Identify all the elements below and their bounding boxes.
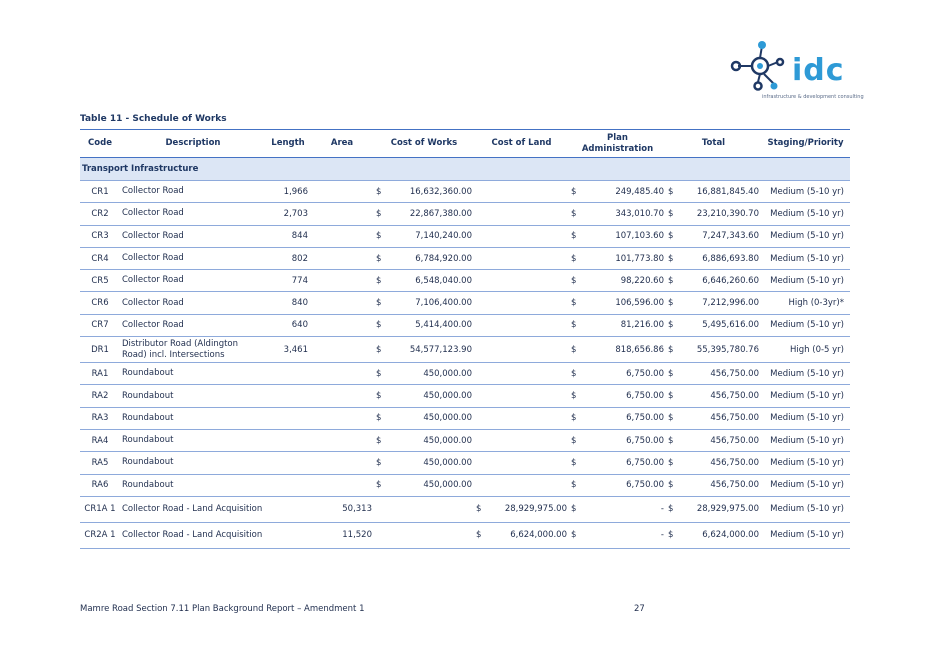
- row-length: [266, 385, 310, 407]
- amount-value: 6,750.00: [626, 413, 664, 424]
- row-length: [266, 429, 310, 451]
- currency-symbol: $: [376, 480, 382, 491]
- row-cost-of-works: [374, 292, 474, 314]
- amount-value: 101,773.80: [615, 253, 664, 264]
- row-area: 50,313: [310, 496, 374, 522]
- currency-symbol: $: [376, 457, 382, 468]
- currency-symbol: $: [668, 320, 674, 331]
- table-row: [80, 452, 850, 474]
- row-length: 640: [266, 314, 310, 336]
- amount-value: 6,750.00: [626, 457, 664, 468]
- currency-symbol: $: [571, 275, 577, 286]
- currency-symbol: $: [668, 186, 674, 197]
- row-length: 774: [266, 270, 310, 292]
- row-code: DR1: [80, 337, 120, 363]
- row-staging: Medium (5-10 yr): [761, 474, 850, 496]
- row-cost-of-works: [374, 247, 474, 269]
- row-plan-admin: [569, 429, 666, 451]
- amount-value: 450,000.00: [423, 368, 472, 379]
- currency-symbol: $: [668, 368, 674, 379]
- currency-symbol: $: [571, 530, 577, 541]
- row-staging: Medium (5-10 yr): [761, 363, 850, 385]
- row-plan-admin: [569, 247, 666, 269]
- section-label: Transport Infrastructure: [80, 158, 850, 181]
- currency-symbol: $: [571, 344, 577, 355]
- row-plan-admin: [569, 337, 666, 363]
- row-plan-admin: [569, 474, 666, 496]
- row-length: [266, 496, 310, 522]
- currency-symbol: $: [668, 208, 674, 219]
- row-total: [666, 363, 761, 385]
- row-cost-of-works: [374, 474, 474, 496]
- row-cost-of-works: [374, 337, 474, 363]
- row-cost-of-works: [374, 452, 474, 474]
- row-code: RA6: [80, 474, 120, 496]
- row-plan-admin: [569, 270, 666, 292]
- amount-value: 6,750.00: [626, 368, 664, 379]
- row-staging: Medium (5-10 yr): [761, 496, 850, 522]
- amount-value: 6,624,000.00: [510, 530, 567, 541]
- amount-value: 7,140,240.00: [415, 231, 472, 242]
- row-total: [666, 270, 761, 292]
- amount-value: 7,247,343.60: [702, 231, 759, 242]
- amount-value: 456,750.00: [710, 413, 759, 424]
- row-description: Collector Road: [120, 270, 266, 292]
- row-plan-admin: [569, 314, 666, 336]
- currency-symbol: $: [571, 504, 577, 515]
- row-total: [666, 496, 761, 522]
- footer-text: Mamre Road Section 7.11 Plan Background Report – Amendment 1: [80, 604, 365, 614]
- row-length: 840: [266, 292, 310, 314]
- amount-value: 7,106,400.00: [415, 298, 472, 309]
- row-total: [666, 407, 761, 429]
- row-staging: Medium (5-10 yr): [761, 270, 850, 292]
- row-code: CR7: [80, 314, 120, 336]
- header-plan-administration: [569, 130, 666, 158]
- row-cost-of-land: [474, 337, 569, 363]
- row-cost-of-land: [474, 181, 569, 203]
- row-staging: Medium (5-10 yr): [761, 314, 850, 336]
- currency-symbol: $: [571, 320, 577, 331]
- currency-symbol: $: [376, 344, 382, 355]
- currency-symbol: $: [376, 275, 382, 286]
- table-row: [80, 203, 850, 225]
- row-staging: Medium (5-10 yr): [761, 247, 850, 269]
- logo-tagline: infrastructure & development consulting: [762, 94, 864, 100]
- row-cost-of-works: [374, 496, 474, 522]
- amount-value: 5,414,400.00: [415, 320, 472, 331]
- currency-symbol: $: [571, 298, 577, 309]
- currency-symbol: $: [668, 298, 674, 309]
- currency-symbol: $: [376, 208, 382, 219]
- currency-symbol: $: [571, 413, 577, 424]
- row-total: [666, 337, 761, 363]
- row-cost-of-land: [474, 363, 569, 385]
- row-cost-of-works: [374, 429, 474, 451]
- row-cost-of-works: [374, 181, 474, 203]
- logo-brand: idc: [792, 53, 845, 88]
- row-description: Collector Road: [120, 203, 266, 225]
- row-code: CR4: [80, 247, 120, 269]
- row-code: CR1A 1: [80, 496, 120, 522]
- section-row: [80, 158, 850, 181]
- amount-value: 7,212,996.00: [702, 298, 759, 309]
- amount-value: 456,750.00: [710, 457, 759, 468]
- row-code: RA3: [80, 407, 120, 429]
- header-plan-line1: Plan: [607, 132, 628, 143]
- currency-symbol: $: [476, 530, 482, 541]
- table-row: [80, 337, 850, 363]
- table-row: [80, 247, 850, 269]
- row-plan-admin: [569, 496, 666, 522]
- table-row: [80, 522, 850, 548]
- currency-symbol: $: [668, 344, 674, 355]
- currency-symbol: $: [571, 231, 577, 242]
- row-cost-of-works: [374, 203, 474, 225]
- row-code: RA2: [80, 385, 120, 407]
- row-area: 11,520: [310, 522, 374, 548]
- row-staging: Medium (5-10 yr): [761, 181, 850, 203]
- row-plan-admin: [569, 225, 666, 247]
- row-total: [666, 181, 761, 203]
- currency-symbol: $: [376, 298, 382, 309]
- row-length: 2,703: [266, 203, 310, 225]
- amount-value: 450,000.00: [423, 391, 472, 402]
- amount-value: 456,750.00: [710, 435, 759, 446]
- header-staging: Staging/Priority: [761, 130, 850, 158]
- table-row: [80, 292, 850, 314]
- currency-symbol: $: [668, 530, 674, 541]
- currency-symbol: $: [376, 391, 382, 402]
- row-area: [310, 292, 374, 314]
- row-staging: High (0-5 yr): [761, 337, 850, 363]
- row-plan-admin: [569, 385, 666, 407]
- row-total: [666, 314, 761, 336]
- row-cost-of-land: [474, 292, 569, 314]
- row-area: [310, 474, 374, 496]
- currency-symbol: $: [668, 253, 674, 264]
- row-plan-admin: [569, 181, 666, 203]
- row-length: [266, 407, 310, 429]
- row-cost-of-works: [374, 270, 474, 292]
- row-cost-of-land: [474, 522, 569, 548]
- table-row: [80, 496, 850, 522]
- row-code: CR3: [80, 225, 120, 247]
- amount-value: 6,784,920.00: [415, 253, 472, 264]
- row-cost-of-land: [474, 496, 569, 522]
- row-staging: Medium (5-10 yr): [761, 203, 850, 225]
- currency-symbol: $: [376, 253, 382, 264]
- row-area: [310, 203, 374, 225]
- row-cost-of-land: [474, 270, 569, 292]
- table-row: [80, 181, 850, 203]
- row-staging: Medium (5-10 yr): [761, 407, 850, 429]
- row-staging: Medium (5-10 yr): [761, 429, 850, 451]
- row-length: 802: [266, 247, 310, 269]
- row-cost-of-land: [474, 247, 569, 269]
- amount-value: 450,000.00: [423, 480, 472, 491]
- amount-value: 450,000.00: [423, 413, 472, 424]
- row-code: CR2A 1: [80, 522, 120, 548]
- amount-value: 343,010.70: [615, 208, 664, 219]
- row-area: [310, 385, 374, 407]
- row-area: [310, 452, 374, 474]
- row-total: [666, 247, 761, 269]
- row-plan-admin: [569, 292, 666, 314]
- row-staging: Medium (5-10 yr): [761, 225, 850, 247]
- row-description: Roundabout: [120, 407, 266, 429]
- currency-symbol: $: [376, 368, 382, 379]
- table-row: [80, 407, 850, 429]
- currency-symbol: $: [571, 368, 577, 379]
- currency-symbol: $: [668, 231, 674, 242]
- row-cost-of-works: [374, 385, 474, 407]
- row-code: CR6: [80, 292, 120, 314]
- row-total: [666, 225, 761, 247]
- header-cost-of-land: Cost of Land: [474, 130, 569, 158]
- row-description: Collector Road: [120, 314, 266, 336]
- amount-value: 107,103.60: [615, 231, 664, 242]
- table-row: [80, 314, 850, 336]
- table-row: [80, 363, 850, 385]
- amount-value: 6,886,693.80: [702, 253, 759, 264]
- row-area: [310, 181, 374, 203]
- row-description: Roundabout: [120, 385, 266, 407]
- row-area: [310, 337, 374, 363]
- row-code: CR5: [80, 270, 120, 292]
- row-staging: Medium (5-10 yr): [761, 452, 850, 474]
- row-length: [266, 363, 310, 385]
- currency-symbol: $: [376, 435, 382, 446]
- row-staging: Medium (5-10 yr): [761, 522, 850, 548]
- currency-symbol: $: [668, 275, 674, 286]
- header-total: Total: [666, 130, 761, 158]
- amount-value: 249,485.40: [615, 186, 664, 197]
- currency-symbol: $: [571, 480, 577, 491]
- currency-symbol: $: [571, 208, 577, 219]
- row-plan-admin: [569, 452, 666, 474]
- currency-symbol: $: [668, 457, 674, 468]
- row-length: [266, 474, 310, 496]
- row-cost-of-works: [374, 363, 474, 385]
- page-number: 27: [634, 604, 645, 614]
- amount-value: 23,210,390.70: [696, 208, 759, 219]
- row-area: [310, 247, 374, 269]
- amount-value: 6,548,040.00: [415, 275, 472, 286]
- header-length: Length: [266, 130, 310, 158]
- row-cost-of-land: [474, 429, 569, 451]
- row-length: [266, 522, 310, 548]
- row-length: 3,461: [266, 337, 310, 363]
- currency-symbol: $: [668, 435, 674, 446]
- row-total: [666, 203, 761, 225]
- row-plan-admin: [569, 522, 666, 548]
- amount-value: 456,750.00: [710, 480, 759, 491]
- row-description: Collector Road: [120, 247, 266, 269]
- row-cost-of-land: [474, 474, 569, 496]
- header-code: Code: [80, 130, 120, 158]
- row-area: [310, 429, 374, 451]
- row-description: Collector Road: [120, 225, 266, 247]
- row-total: [666, 452, 761, 474]
- table-row: [80, 270, 850, 292]
- row-area: [310, 225, 374, 247]
- table-row: [80, 225, 850, 247]
- row-code: CR1: [80, 181, 120, 203]
- amount-value: 5,495,616.00: [702, 320, 759, 331]
- row-plan-admin: [569, 363, 666, 385]
- row-area: [310, 363, 374, 385]
- amount-value: 456,750.00: [710, 368, 759, 379]
- amount-value: 28,929,975.00: [696, 504, 759, 515]
- header-area: Area: [310, 130, 374, 158]
- row-area: [310, 270, 374, 292]
- table-row: [80, 385, 850, 407]
- row-total: [666, 292, 761, 314]
- amount-value: 106,596.00: [615, 298, 664, 309]
- row-description: Collector Road - Land Acquisition: [120, 496, 266, 522]
- row-description: Roundabout: [120, 474, 266, 496]
- amount-value: 6,750.00: [626, 391, 664, 402]
- currency-symbol: $: [571, 186, 577, 197]
- amount-value: 6,624,000.00: [702, 530, 759, 541]
- table-row: [80, 474, 850, 496]
- currency-symbol: $: [376, 186, 382, 197]
- row-length: [266, 452, 310, 474]
- row-code: CR2: [80, 203, 120, 225]
- table-header-row: [80, 130, 850, 158]
- amount-value: 22,867,380.00: [409, 208, 472, 219]
- row-cost-of-works: [374, 407, 474, 429]
- row-cost-of-land: [474, 203, 569, 225]
- row-description: Roundabout: [120, 429, 266, 451]
- row-cost-of-works: [374, 522, 474, 548]
- amount-value: -: [660, 504, 664, 515]
- row-cost-of-land: [474, 452, 569, 474]
- row-code: RA1: [80, 363, 120, 385]
- currency-symbol: $: [476, 504, 482, 515]
- currency-symbol: $: [668, 504, 674, 515]
- currency-symbol: $: [376, 231, 382, 242]
- row-cost-of-land: [474, 314, 569, 336]
- row-total: [666, 385, 761, 407]
- amount-value: 98,220.60: [620, 275, 664, 286]
- row-plan-admin: [569, 203, 666, 225]
- row-staging: High (0-3yr)*: [761, 292, 850, 314]
- row-plan-admin: [569, 407, 666, 429]
- row-description: Distributor Road (Aldington Road) incl. Intersections: [120, 337, 266, 363]
- row-total: [666, 429, 761, 451]
- currency-symbol: $: [668, 391, 674, 402]
- row-area: [310, 407, 374, 429]
- currency-symbol: $: [571, 253, 577, 264]
- row-description: Roundabout: [120, 363, 266, 385]
- row-length: 844: [266, 225, 310, 247]
- row-total: [666, 474, 761, 496]
- currency-symbol: $: [571, 457, 577, 468]
- row-length: 1,966: [266, 181, 310, 203]
- amount-value: 54,577,123.90: [409, 344, 472, 355]
- currency-symbol: $: [376, 320, 382, 331]
- row-code: RA5: [80, 452, 120, 474]
- amount-value: 6,750.00: [626, 435, 664, 446]
- currency-symbol: $: [668, 480, 674, 491]
- amount-value: 818,656.86: [615, 344, 664, 355]
- currency-symbol: $: [571, 435, 577, 446]
- row-staging: Medium (5-10 yr): [761, 385, 850, 407]
- amount-value: 6,750.00: [626, 480, 664, 491]
- header-plan-line2: Administration: [581, 143, 654, 154]
- amount-value: 450,000.00: [423, 435, 472, 446]
- amount-value: 450,000.00: [423, 457, 472, 468]
- amount-value: 55,395,780.76: [696, 344, 759, 355]
- row-cost-of-works: [374, 314, 474, 336]
- row-cost-of-land: [474, 225, 569, 247]
- amount-value: 16,881,845.40: [696, 186, 759, 197]
- currency-symbol: $: [571, 391, 577, 402]
- schedule-of-works-table: [80, 129, 850, 549]
- amount-value: -: [660, 530, 664, 541]
- row-cost-of-works: [374, 225, 474, 247]
- amount-value: 28,929,975.00: [504, 504, 567, 515]
- row-description: Roundabout: [120, 452, 266, 474]
- table-title: Table 11 - Schedule of Works: [80, 114, 227, 124]
- row-code: RA4: [80, 429, 120, 451]
- amount-value: 6,646,260.60: [702, 275, 759, 286]
- header-description: Description: [120, 130, 266, 158]
- row-description: Collector Road: [120, 292, 266, 314]
- amount-value: 456,750.00: [710, 391, 759, 402]
- currency-symbol: $: [376, 413, 382, 424]
- table-row: [80, 429, 850, 451]
- row-cost-of-land: [474, 407, 569, 429]
- header-cost-of-works: Cost of Works: [374, 130, 474, 158]
- amount-value: 16,632,360.00: [409, 186, 472, 197]
- row-description: Collector Road - Land Acquisition: [120, 522, 266, 548]
- row-area: [310, 314, 374, 336]
- currency-symbol: $: [668, 413, 674, 424]
- row-description: Collector Road: [120, 181, 266, 203]
- row-cost-of-land: [474, 385, 569, 407]
- amount-value: 81,216.00: [620, 320, 664, 331]
- row-total: [666, 522, 761, 548]
